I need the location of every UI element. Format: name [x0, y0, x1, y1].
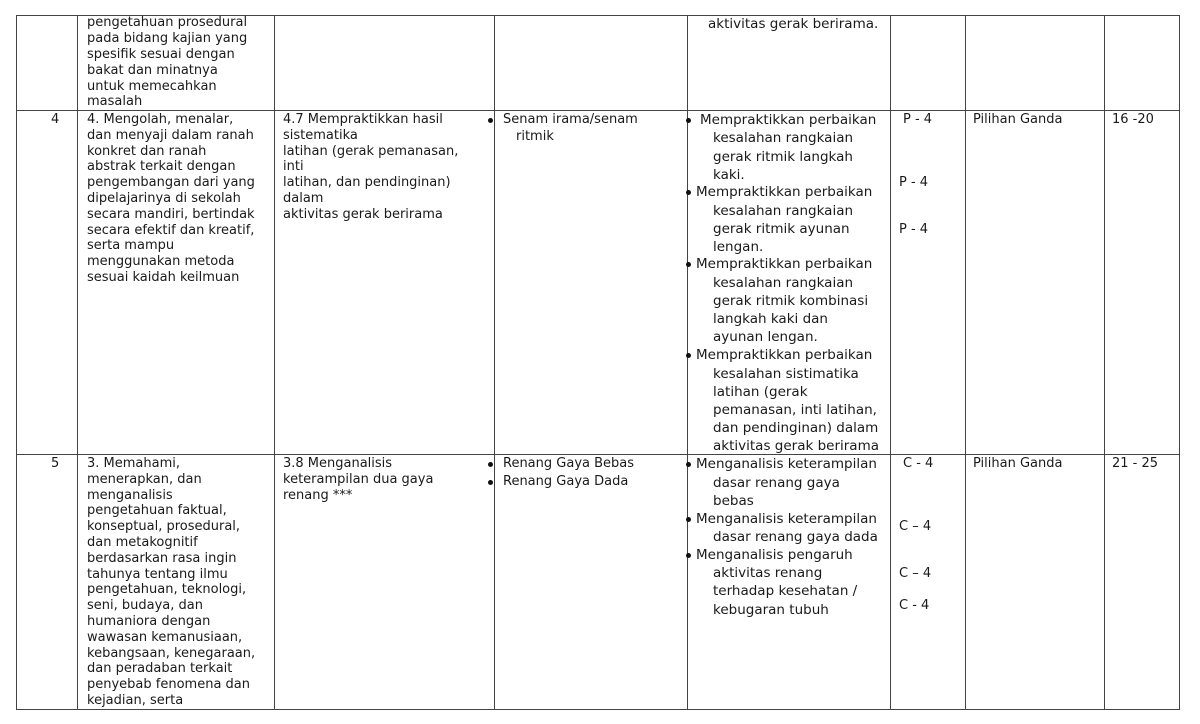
- bullet-icon: [686, 262, 691, 267]
- indicator-line: gerak ritmik langkah: [713, 149, 853, 165]
- competency-line: kebangsaan, kenegaraan,: [87, 646, 256, 661]
- bullet-icon: [686, 353, 691, 358]
- level-label: P - 4: [899, 175, 929, 190]
- competency-line: dan metakognitif: [87, 535, 198, 550]
- basic-competency-line: keterampilan dua gaya: [283, 472, 434, 487]
- indicator-line: kebugaran tubuh: [713, 602, 829, 618]
- indicator-line: dasar renang gaya: [713, 475, 840, 491]
- material-item: Renang Gaya Bebas: [503, 456, 635, 471]
- basic-competency-line: 4.7 Mempraktikkan hasil: [283, 112, 443, 127]
- indicator-line: aktivitas gerak berirama: [713, 438, 879, 454]
- indicator-line: kaki.: [713, 167, 745, 183]
- level-label: P - 4: [899, 222, 929, 237]
- basic-competency-line: 3.8 Menganalisis: [283, 456, 393, 471]
- indicator-line: lengan.: [713, 239, 764, 255]
- competency-line: dan menyaji dalam ranah: [87, 128, 254, 143]
- competency-line: pengetahuan faktual,: [87, 503, 227, 518]
- level-label: C - 4: [899, 598, 930, 613]
- competency-line: masalah: [87, 94, 143, 109]
- competency-line: menganalisis: [87, 488, 173, 503]
- level-label: P - 4: [903, 112, 933, 127]
- competency-line: konkret dan ranah: [87, 144, 207, 159]
- indicator-line: bebas: [713, 493, 754, 509]
- indicator-line: kesalahan rangkaian: [713, 275, 854, 291]
- indicator-line: Menganalisis keterampilan: [696, 456, 877, 472]
- basic-competency-line: inti: [283, 159, 304, 174]
- indicator-line: dasar renang gaya dada: [713, 529, 878, 545]
- competency-line: wawasan kemanusiaan,: [87, 630, 243, 645]
- indicator-line: Mempraktikkan perbaikan: [700, 112, 877, 128]
- competency-line: dipelajarinya di sekolah: [87, 191, 241, 206]
- bullet-icon: [488, 480, 493, 485]
- bullet-icon: [686, 190, 691, 195]
- basic-competency-line: latihan (gerak pemanasan,: [283, 144, 459, 159]
- basic-competency-line: latihan, dan pendinginan): [283, 175, 451, 190]
- indicator-line: ayunan lengan.: [713, 329, 818, 345]
- competency-line: secara efektif dan kreatif,: [87, 223, 255, 238]
- level-label: C - 4: [903, 456, 934, 471]
- competency-line: 3. Memahami,: [87, 456, 180, 471]
- competency-line: sesuai kaidah keilmuan: [87, 270, 240, 285]
- competency-line: pengetahuan, teknologi,: [87, 582, 247, 597]
- indicator-line: langkah kaki dan: [713, 311, 828, 327]
- competency-line: serta mampu: [87, 238, 175, 253]
- indicator-line: gerak ritmik ayunan: [713, 221, 850, 237]
- indicator-line: gerak ritmik kombinasi: [713, 293, 869, 309]
- competency-line: kejadian, serta: [87, 693, 184, 708]
- indicator-line: kesalahan rangkaian: [713, 203, 854, 219]
- bullet-icon: [686, 553, 691, 558]
- competency-line: pada bidang kajian yang: [87, 31, 248, 46]
- indicator-tail: aktivitas gerak berirama.: [708, 16, 879, 32]
- basic-competency-line: renang ***: [283, 488, 353, 503]
- bullet-icon: [686, 517, 691, 522]
- material-item: Senam irama/senam: [503, 112, 638, 127]
- material-item: Renang Gaya Dada: [503, 474, 629, 489]
- competency-line: menerapkan, dan: [87, 472, 202, 487]
- indicator-line: kesalahan rangkaian: [713, 130, 854, 146]
- question-form: Pilihan Ganda: [973, 112, 1063, 127]
- indicator-line: Menganalisis keterampilan: [696, 511, 877, 527]
- indicator-line: Mempraktikkan perbaikan: [696, 347, 873, 363]
- material-item-continuation: ritmik: [516, 129, 554, 144]
- competency-line: pengetahuan prosedural: [87, 15, 248, 30]
- indicator-line: aktivitas renang: [713, 565, 823, 581]
- basic-competency-line: aktivitas gerak berirama: [283, 207, 443, 222]
- indicator-line: Mempraktikkan perbaikan: [696, 184, 873, 200]
- question-number: 21 - 25: [1112, 456, 1159, 471]
- competency-line: bakat dan minatnya: [87, 63, 218, 78]
- question-number: 16 -20: [1112, 112, 1154, 127]
- competency-line: penyebab fenomena dan: [87, 677, 251, 692]
- row-number: 4: [51, 112, 60, 127]
- indicator-line: terhadap kesehatan /: [713, 583, 858, 599]
- basic-competency-line: dalam: [283, 191, 324, 206]
- bullet-icon: [488, 462, 493, 467]
- competency-line: seni, budaya, dan: [87, 598, 203, 613]
- basic-competency-line: sistematika: [283, 128, 358, 143]
- indicator-line: pemanasan, inti latihan,: [713, 402, 877, 418]
- competency-line: humaniora dengan: [87, 614, 211, 629]
- competency-line: dan peradaban terkait: [87, 661, 233, 676]
- competency-line: abstrak terkait dengan: [87, 159, 236, 174]
- question-form: Pilihan Ganda: [973, 456, 1063, 471]
- competency-line: secara mandiri, bertindak: [87, 207, 255, 222]
- competency-line: tahunya tentang ilmu: [87, 567, 228, 582]
- level-label: C – 4: [899, 519, 932, 534]
- row-number: 5: [51, 456, 60, 471]
- indicator-line: dan pendinginan) dalam: [713, 420, 879, 436]
- level-label: C – 4: [899, 566, 932, 581]
- competency-line: spesifik sesuai dengan: [87, 47, 235, 62]
- indicator-line: Menganalisis pengaruh: [696, 547, 853, 563]
- bullet-icon: [686, 462, 691, 467]
- bullet-icon: [686, 118, 691, 123]
- competency-line: konseptual, prosedural,: [87, 519, 241, 534]
- indicator-line: latihan (gerak: [713, 384, 808, 400]
- competency-line: menggunakan metoda: [87, 254, 235, 269]
- competency-line: untuk memecahkan: [87, 79, 217, 94]
- indicator-line: kesalahan sistimatika: [713, 366, 859, 382]
- competency-line: berdasarkan rasa ingin: [87, 551, 237, 566]
- bullet-icon: [488, 118, 493, 123]
- competency-line: pengembangan dari yang: [87, 175, 255, 190]
- indicator-line: Mempraktikkan perbaikan: [696, 256, 873, 272]
- competency-line: 4. Mengolah, menalar,: [87, 112, 234, 127]
